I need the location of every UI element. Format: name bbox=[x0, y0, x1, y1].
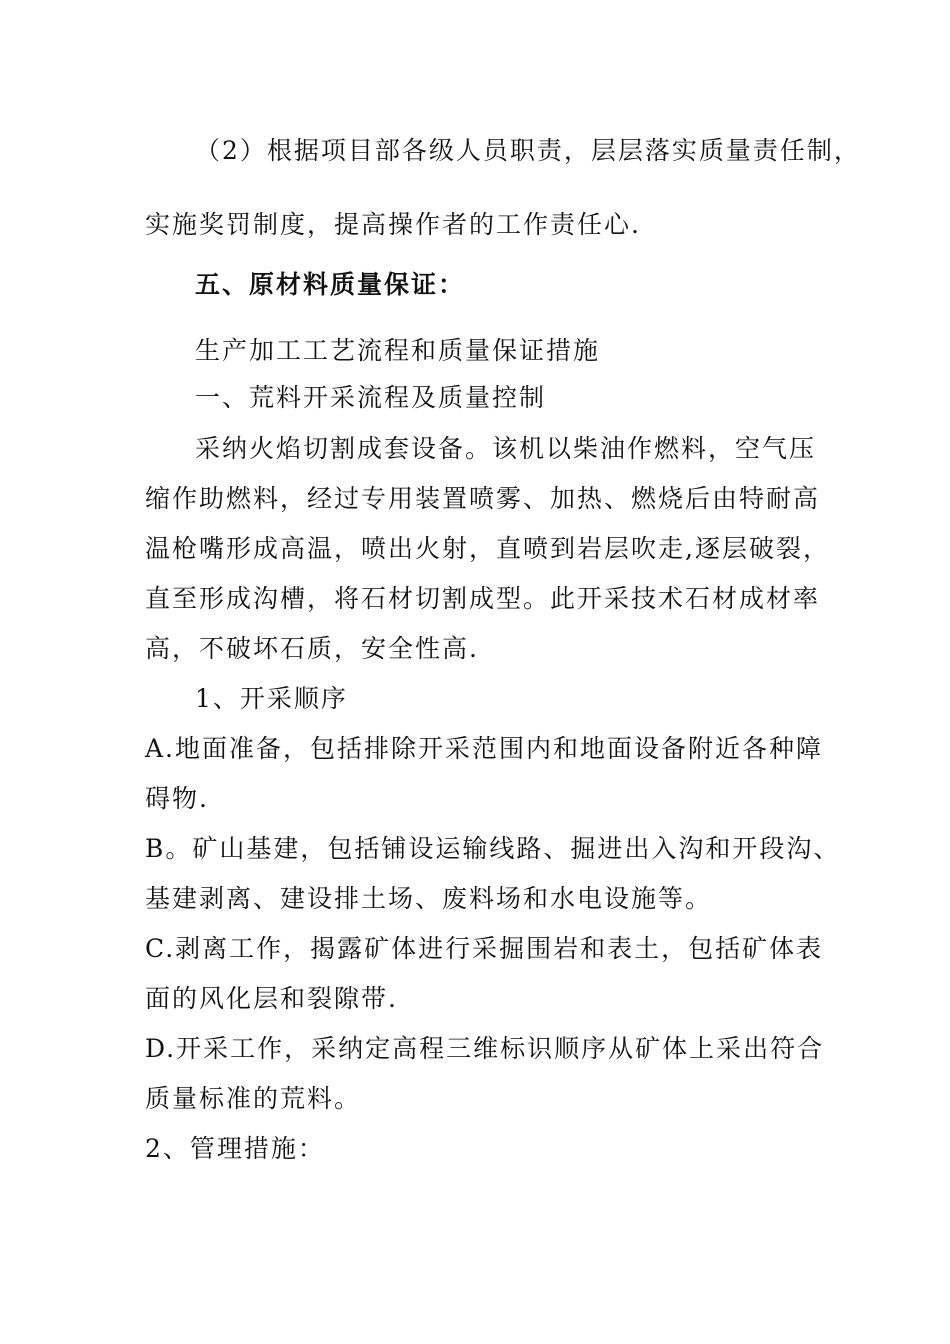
paragraph-line: 温枪嘴形成高温，喷出火射，直喷到岩层吹走,逐层破裂， bbox=[145, 534, 830, 563]
paragraph-line: 实施奖罚制度，提高操作者的工作责任心. bbox=[145, 210, 641, 239]
section-title: 一、荒料开采流程及质量控制 bbox=[195, 383, 547, 412]
list-item-line: 面的风化层和裂隙带. bbox=[145, 984, 398, 1013]
item-title: 1、开采顺序 bbox=[195, 684, 348, 713]
item-title: 2、管理措施： bbox=[145, 1134, 325, 1163]
paragraph-line: 采纳火焰切割成套设备。该机以柴油作燃料，空气压 bbox=[195, 434, 817, 463]
list-item-line: C.剥离工作，揭露矿体进行采掘围岩和表土，包括矿体表 bbox=[145, 934, 824, 963]
paragraph-line: 高，不破坏石质，安全性高. bbox=[145, 634, 479, 663]
list-item-line: 碍物. bbox=[145, 784, 209, 813]
list-item-line: A.地面准备，包括排除开采范围内和地面设备附近各种障 bbox=[145, 734, 824, 763]
subtitle: 生产加工工艺流程和质量保证措施 bbox=[195, 336, 601, 365]
paragraph-line: 直至形成沟槽，将石材切割成型。此开采技术石材成材率 bbox=[145, 584, 821, 613]
section-heading: 五、原材料质量保证： bbox=[195, 270, 466, 299]
list-item-line: D.开采工作，采纳定高程三维标识顺序从矿体上采出符合 bbox=[145, 1034, 825, 1063]
list-item-line: 基建剥离、建设排土场、废料场和水电设施等。 bbox=[145, 884, 713, 913]
paragraph-line: （2）根据项目部各级人员职责，层层落实质量责任制， bbox=[195, 136, 861, 165]
list-item-line: 质量标准的荒料。 bbox=[145, 1084, 362, 1113]
paragraph-line: 缩作助燃料，经过专用装置喷雾、加热、燃烧后由特耐高 bbox=[145, 484, 821, 513]
list-item-line: B。矿山基建，包括铺设运输线路、掘进出入沟和开段沟、 bbox=[145, 834, 841, 863]
